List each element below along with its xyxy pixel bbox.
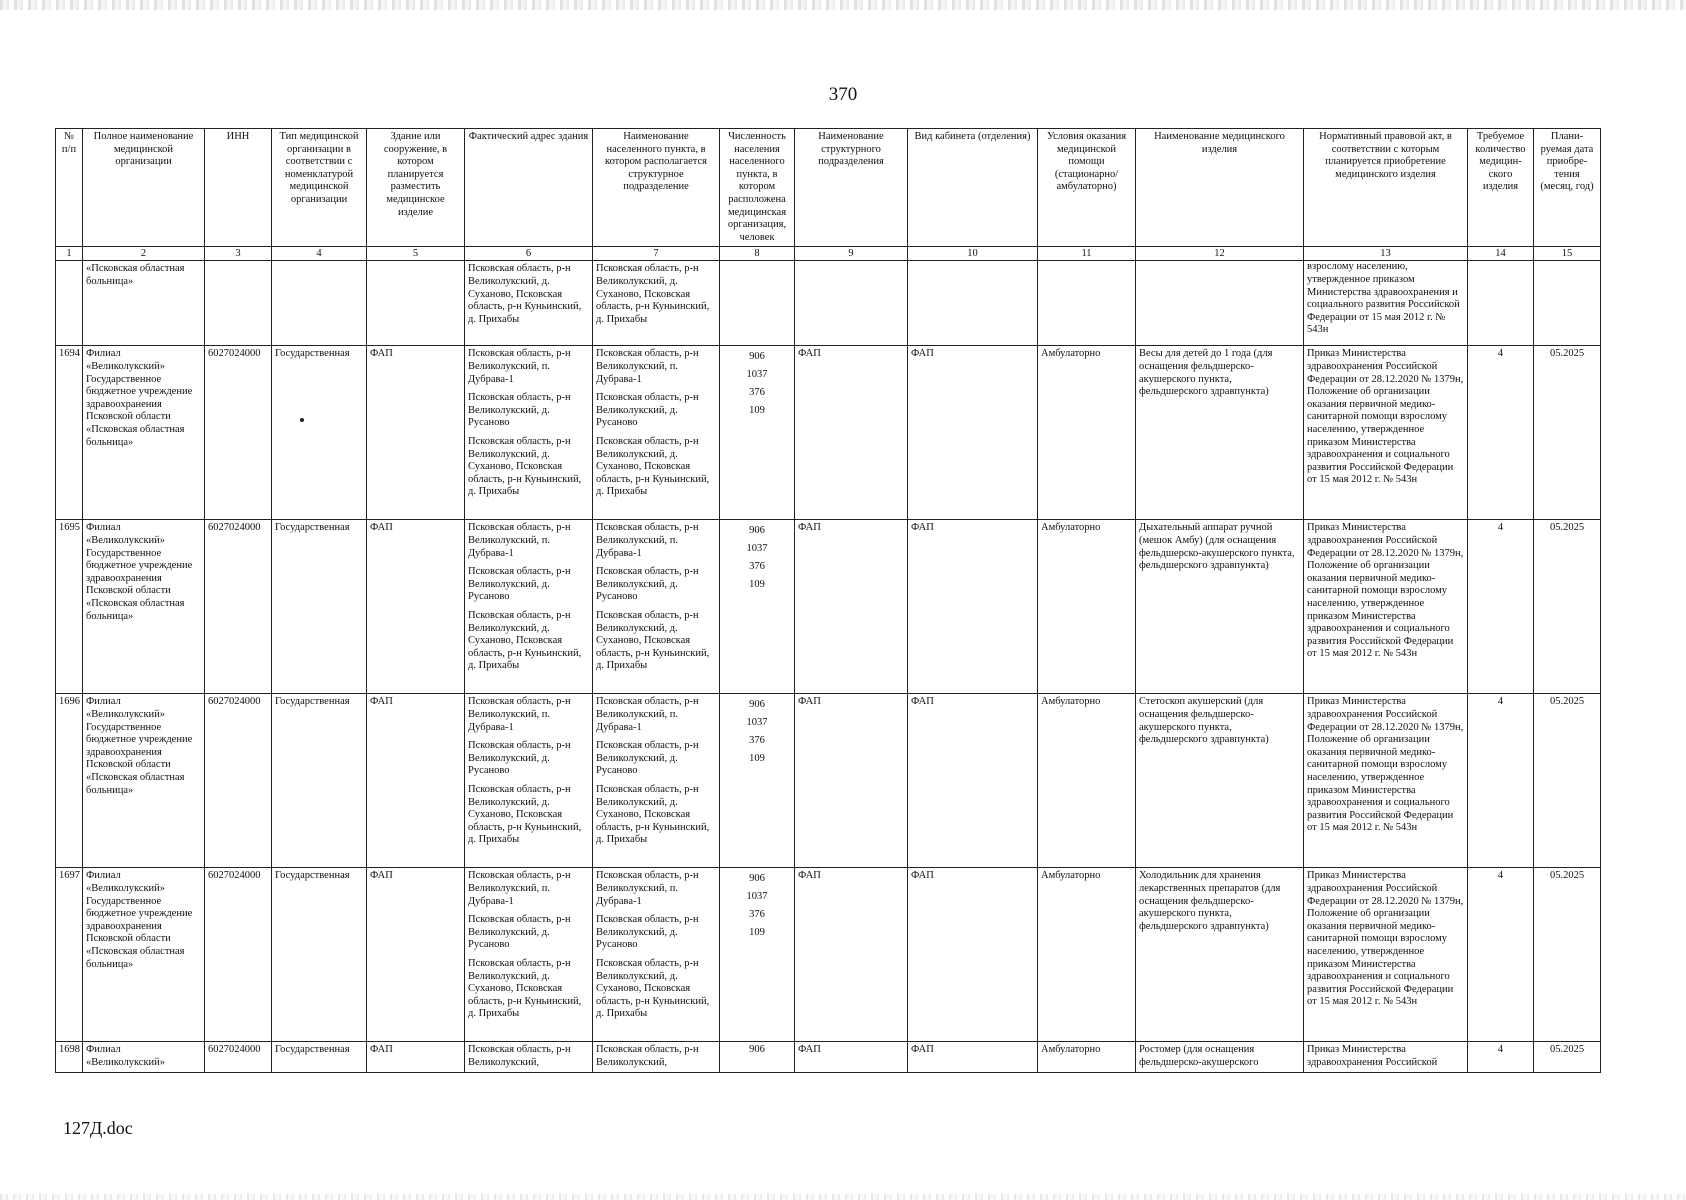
legal-act-text: взрослому населению, утвержденное приказом Министерства здравоохранения и социального развития Российской Федерации от 15 мая 2012 г. № 543н: [1307, 261, 1460, 336]
col-header-device: Наименование медицинского изделия: [1136, 129, 1304, 247]
equipment-table: [55, 128, 1601, 1073]
col-number: 9: [795, 247, 908, 261]
cell-inn: [205, 261, 272, 346]
col-number: 3: [205, 247, 272, 261]
cell-conditions: Амбулаторно: [1038, 694, 1136, 868]
settlement-part: Псковская область, р-н Великолукский, д. Суханово, Псковская область, р-н Куньинский, д. Прихабы: [596, 435, 710, 498]
cell-conditions: [1038, 261, 1136, 346]
col-header-num: № п/п: [56, 129, 83, 247]
settlement-part: Псковская область, р-н Великолукский, д. Суханово, Псковская область, р-н Куньинский, д. Прихабы: [596, 263, 710, 325]
cell-org-name: Филиал «Великолукский» Государственное бюджетное учреждение здравоохранения Псковской области «Псковская областная больница»: [83, 694, 205, 868]
col-number: 11: [1038, 247, 1136, 261]
settlement-part: Псковская область, р-н Великолукский, д. Русаново: [596, 740, 699, 777]
cell-org-type: Государственная: [272, 694, 367, 868]
col-number: 2: [83, 247, 205, 261]
population-value: 1037: [746, 891, 768, 903]
cell-date: 05.2025: [1534, 346, 1601, 520]
address-part: Псковская область, р-н Великолукский, п. Дубрава-1: [468, 870, 571, 907]
settlement-part: Псковская область, р-н Великолукский, п. Дубрава-1: [596, 522, 699, 559]
settlement-part: Псковская область, р-н Великолукский, п. Дубрава-1: [596, 870, 699, 907]
cell-num: 1694: [56, 346, 83, 520]
cell-legal-act: Приказ Министерства здравоохранения Российской Федерации от 28.12.2020 № 1379н, Положение об организации оказания первичной медико-санитарной помощи взрослому населению, утвержденное приказом Министерства здравоохранения и социального развития Российской Федерации от 15 мая 2012 г. № 543н: [1304, 520, 1468, 694]
cell-population: [720, 346, 795, 520]
cell-date: [1534, 261, 1601, 346]
settlement-part: Псковская область, р-н Великолукский, п. Дубрава-1: [596, 348, 699, 385]
col-header-population: Численность населения населенного пункта, в котором расположена медицинская организация, человек: [720, 129, 795, 247]
cell-building: [367, 261, 465, 346]
cell-inn: 6027024000: [205, 520, 272, 694]
col-number: 4: [272, 247, 367, 261]
cell-building: ФАП: [367, 1042, 465, 1072]
col-number: 12: [1136, 247, 1304, 261]
cell-inn: 6027024000: [205, 694, 272, 868]
cell-org-name: Филиал «Великолукский» Государственное бюджетное учреждение здравоохранения Псковской области «Псковская областная больница»: [83, 520, 205, 694]
cell-inn: 6027024000: [205, 868, 272, 1042]
cell-settlement: [593, 261, 720, 346]
cell-inn: 6027024000: [205, 346, 272, 520]
col-number: 13: [1304, 247, 1468, 261]
cell-building: ФАП: [367, 346, 465, 520]
cell-population: [720, 868, 795, 1042]
col-header-conditions: Условия оказания медицинской помощи (стационарно/ амбулаторно): [1038, 129, 1136, 247]
cell-date: 05.2025: [1534, 694, 1601, 868]
cell-org-name: Филиал «Великолукский» Государственное бюджетное учреждение здравоохранения Псковской области «Псковская областная больница»: [83, 346, 205, 520]
col-header-cabinet: Вид кабинета (отделения): [908, 129, 1038, 247]
address-part: Псковская область, р-н Великолукский, п. Дубрава-1: [468, 696, 571, 733]
cell-cabinet: ФАП: [908, 694, 1038, 868]
cell-cabinet: ФАП: [908, 868, 1038, 1042]
cell-device: Дыхательный аппарат ручной (мешок Амбу) (для оснащения фельдшерско-акушерского пункта, фельдшерского здравпункта): [1136, 520, 1304, 694]
cell-conditions: Амбулаторно: [1038, 868, 1136, 1042]
population-value: 376: [749, 735, 765, 747]
col-number: 15: [1534, 247, 1601, 261]
col-header-quantity: Требуемое количество медицин-ского изделия: [1468, 129, 1534, 247]
table-row: [56, 694, 1601, 868]
col-header-settlement: Наименование населенного пункта, в котором располагается структурное подразделение: [593, 129, 720, 247]
cell-num: 1696: [56, 694, 83, 868]
cell-num: [56, 261, 83, 346]
cell-address: Псковская область, р-н Великолукский,: [465, 1042, 593, 1072]
col-header-subdivision: Наименование структурного подразделения: [795, 129, 908, 247]
col-header-legal-act: Нормативный правовой акт, в соответствии с которым планируется приобретение медицинского изделия: [1304, 129, 1468, 247]
cell-num: 1695: [56, 520, 83, 694]
cell-subdivision: ФАП: [795, 1042, 908, 1072]
settlement-part: Псковская область, р-н Великолукский, д. Суханово, Псковская область, р-н Куньинский, д. Прихабы: [596, 609, 710, 672]
settlement-part: Псковская область, р-н Великолукский, д. Суханово, Псковская область, р-н Куньинский, д. Прихабы: [596, 783, 710, 846]
cell-quantity: 4: [1468, 1042, 1534, 1072]
population-value: 1037: [746, 717, 768, 729]
cell-quantity: 4: [1468, 520, 1534, 694]
cell-building: ФАП: [367, 868, 465, 1042]
population-value: 906: [749, 525, 765, 537]
footer-filename: 127Д.doc: [63, 1118, 133, 1138]
settlement-part: Псковская область, р-н Великолукский, д. Русаново: [596, 914, 699, 951]
cell-device: Весы для детей до 1 года (для оснащения фельдшерско-акушерского пункта, фельдшерского здравпункта): [1136, 346, 1304, 520]
cell-org-type: Государственная: [272, 520, 367, 694]
address-part: Псковская область, р-н Великолукский, д. Суханово, Псковская область, р-н Куньинский, д. Прихабы: [468, 957, 582, 1020]
cell-inn: 6027024000: [205, 1042, 272, 1072]
page-number: 370: [828, 84, 858, 105]
cell-building: ФАП: [367, 694, 465, 868]
cell-settlement: Псковская область, р-н Великолукский,: [593, 1042, 720, 1072]
population-value: 1037: [746, 369, 768, 381]
cell-org-name: Филиал «Великолукский»: [83, 1042, 205, 1072]
cell-date: 05.2025: [1534, 520, 1601, 694]
cell-population: [720, 261, 795, 346]
cell-address: [465, 694, 593, 868]
cell-device: Стетоскоп акушерский (для оснащения фельдшерско-акушерского пункта, фельдшерского здравпункта): [1136, 694, 1304, 868]
header-row: [56, 129, 1601, 247]
cell-conditions: Амбулаторно: [1038, 1042, 1136, 1072]
population-value: 906: [749, 699, 765, 711]
col-header-date: Плани-руемая дата приобре-тения (месяц, год): [1534, 129, 1601, 247]
cell-cabinet: ФАП: [908, 1042, 1038, 1072]
table-row-continuation: [56, 261, 1601, 346]
address-part: Псковская область, р-н Великолукский, п. Дубрава-1: [468, 522, 571, 559]
col-number: 5: [367, 247, 465, 261]
population-value: 109: [749, 405, 765, 417]
cell-org-name: Филиал «Великолукский» Государственное бюджетное учреждение здравоохранения Псковской области «Псковская областная больница»: [83, 868, 205, 1042]
settlement-part: Псковская область, р-н Великолукский, д. Русаново: [596, 566, 699, 603]
cell-org-type: Государственная: [272, 346, 367, 520]
cell-population: [720, 520, 795, 694]
cell-cabinet: [908, 261, 1038, 346]
address-part: Псковская область, р-н Великолукский, д. Русаново: [468, 392, 571, 429]
address-part: Псковская область, р-н Великолукский, д. Русаново: [468, 566, 571, 603]
cell-org-type: [272, 261, 367, 346]
cell-settlement: [593, 520, 720, 694]
cell-address: [465, 868, 593, 1042]
population-value: 906: [749, 873, 765, 885]
cell-legal-act: Приказ Министерства здравоохранения Российской Федерации от 28.12.2020 № 1379н, Положение об организации оказания первичной медико-санитарной помощи взрослому населению, утвержденное приказом Министерства здравоохранения и социального развития Российской Федерации от 15 мая 2012 г. № 543н: [1304, 694, 1468, 868]
col-number: 14: [1468, 247, 1534, 261]
cell-org-type: Государственная: [272, 868, 367, 1042]
cell-subdivision: ФАП: [795, 694, 908, 868]
population-value: 109: [749, 753, 765, 765]
cell-address: [465, 261, 593, 346]
col-number: 8: [720, 247, 795, 261]
table-row: [56, 868, 1601, 1042]
population-value: 376: [749, 561, 765, 573]
population-value: 906: [749, 351, 765, 363]
col-number: 1: [56, 247, 83, 261]
address-part: Псковская область, р-н Великолукский, д. Суханово, Псковская область, р-н Куньинский, д. Прихабы: [468, 609, 582, 672]
cell-legal-act: Приказ Министерства здравоохранения Российской Федерации от 28.12.2020 № 1379н, Положение об организации оказания первичной медико-санитарной помощи взрослому населению, утвержденное приказом Министерства здравоохранения и социального развития Российской Федерации от 15 мая 2012 г. № 543н: [1304, 868, 1468, 1042]
cell-num: 1697: [56, 868, 83, 1042]
cell-legal-act: Приказ Министерства здравоохранения Российской Федерации от 28.12.2020 № 1379н, Положение об организации оказания первичной медико-санитарной помощи взрослому населению, утвержденное приказом Министерства здравоохранения и социального развития Российской Федерации от 15 мая 2012 г. № 543н: [1304, 346, 1468, 520]
cell-conditions: Амбулаторно: [1038, 346, 1136, 520]
cell-cabinet: ФАП: [908, 346, 1038, 520]
cell-quantity: 4: [1468, 346, 1534, 520]
col-header-org-type: Тип медицинской организации в соответствии с номенклатурой медицинской организации: [272, 129, 367, 247]
address-part: Псковская область, р-н Великолукский, п. Дубрава-1: [468, 348, 571, 385]
cell-quantity: 4: [1468, 868, 1534, 1042]
population-value: 376: [749, 909, 765, 921]
cell-population: [720, 694, 795, 868]
cell-org-type: Государственная: [272, 1042, 367, 1072]
address-part: Псковская область, р-н Великолукский, д. Суханово, Псковская область, р-н Куньинский, д. Прихабы: [468, 783, 582, 846]
address-part: Псковская область, р-н Великолукский, д. Суханово, Псковская область, р-н Куньинский, д. Прихабы: [468, 435, 582, 498]
column-number-row: [56, 247, 1601, 261]
population-value: 376: [749, 387, 765, 399]
col-header-building: Здание или сооружение, в котором планируется разместить медицинское изделие: [367, 129, 465, 247]
population-value: 1037: [746, 543, 768, 555]
cell-quantity: 4: [1468, 694, 1534, 868]
cell-settlement: [593, 868, 720, 1042]
cell-subdivision: [795, 261, 908, 346]
col-header-org-name: Полное наименование медицинской организации: [83, 129, 205, 247]
population-value: 109: [749, 579, 765, 591]
cell-legal-act: [1304, 261, 1468, 346]
table-row: [56, 346, 1601, 520]
cell-settlement: [593, 694, 720, 868]
cell-quantity: [1468, 261, 1534, 346]
cell-device: [1136, 261, 1304, 346]
cell-address: [465, 520, 593, 694]
cell-num: 1698: [56, 1042, 83, 1072]
settlement-part: Псковская область, р-н Великолукский, п. Дубрава-1: [596, 696, 699, 733]
col-number: 7: [593, 247, 720, 261]
cell-subdivision: ФАП: [795, 868, 908, 1042]
col-number: 10: [908, 247, 1038, 261]
address-part: Псковская область, р-н Великолукский, д. Суханово, Псковская область, р-н Куньинский, д. Прихабы: [468, 263, 582, 325]
settlement-part: Псковская область, р-н Великолукский, д. Русаново: [596, 392, 699, 429]
cell-device: Ростомер (для оснащения фельдшерско-акушерского: [1136, 1042, 1304, 1072]
cell-legal-act: Приказ Министерства здравоохранения Российской: [1304, 1042, 1468, 1072]
cell-date: 05.2025: [1534, 1042, 1601, 1072]
col-number: 6: [465, 247, 593, 261]
cell-cabinet: ФАП: [908, 520, 1038, 694]
cell-building: ФАП: [367, 520, 465, 694]
address-part: Псковская область, р-н Великолукский, д. Русаново: [468, 740, 571, 777]
table-row: [56, 520, 1601, 694]
scan-edge-top: [0, 0, 1686, 10]
cell-subdivision: ФАП: [795, 520, 908, 694]
col-header-address: Фактический адрес здания: [465, 129, 593, 247]
cell-date: 05.2025: [1534, 868, 1601, 1042]
population-value: 109: [749, 927, 765, 939]
scan-speck: [300, 418, 304, 422]
cell-device: Холодильник для хранения лекарственных препаратов (для оснащения фельдшерско-акушерского пункта, фельдшерского здравпункта): [1136, 868, 1304, 1042]
cell-org-name: «Псковская областная больница»: [83, 261, 205, 346]
cell-conditions: Амбулаторно: [1038, 520, 1136, 694]
cell-settlement: [593, 346, 720, 520]
address-part: Псковская область, р-н Великолукский, д. Русаново: [468, 914, 571, 951]
settlement-part: Псковская область, р-н Великолукский, д. Суханово, Псковская область, р-н Куньинский, д. Прихабы: [596, 957, 710, 1020]
table-row-partial: [56, 1042, 1601, 1072]
cell-population: 906: [720, 1042, 795, 1072]
cell-address: [465, 346, 593, 520]
col-header-inn: ИНН: [205, 129, 272, 247]
cell-subdivision: ФАП: [795, 346, 908, 520]
scan-edge-bottom: [0, 1194, 1686, 1200]
